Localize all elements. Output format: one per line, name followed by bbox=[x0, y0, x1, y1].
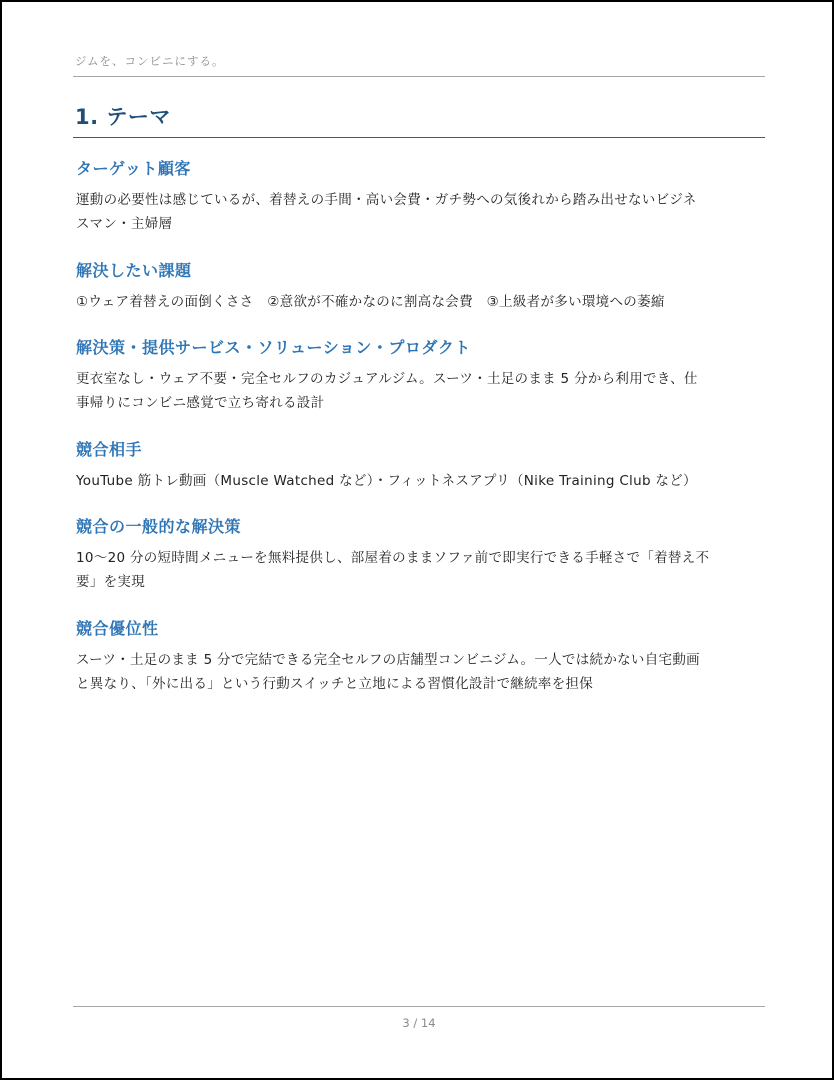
body-line: 10〜20 分の短時間メニューを無料提供し、部屋着のままソファ前で即実行できる手軽さで「着替え不 bbox=[76, 550, 710, 566]
body-line: 事帰りにコンビニ感覚で立ち寄れる設計 bbox=[76, 395, 325, 411]
section-competitor-solution bbox=[76, 516, 766, 594]
page-title: 1. テーマ bbox=[75, 105, 171, 129]
page-number: 3 / 14 bbox=[402, 1016, 436, 1030]
section-competitors bbox=[76, 439, 766, 493]
section-heading: ターゲット顧客 bbox=[76, 159, 191, 178]
section-body bbox=[76, 648, 766, 696]
section-body bbox=[76, 188, 766, 236]
section-heading: 競合優位性 bbox=[76, 619, 159, 638]
body-line: 要」を実現 bbox=[76, 574, 145, 590]
section-body bbox=[76, 546, 766, 594]
body-line: スーツ・土足のまま 5 分で完結できる完全セルフの店舗型コンビニジム。一人では続かない自宅動画 bbox=[76, 652, 700, 668]
running-header: ジムを、コンビニにする。 bbox=[75, 54, 225, 68]
section-body bbox=[76, 367, 766, 415]
section-advantage bbox=[76, 618, 766, 696]
section-target-customer bbox=[76, 158, 766, 236]
section-solution bbox=[76, 337, 766, 415]
section-body bbox=[76, 469, 766, 493]
body-line: YouTube 筋トレ動画（Muscle Watched など）・フィットネスアプリ（Nike Training Club など） bbox=[76, 473, 697, 489]
body-line: スマン・主婦層 bbox=[76, 216, 173, 232]
section-problem bbox=[76, 260, 766, 314]
section-heading: 競合相手 bbox=[76, 440, 143, 459]
title-underline bbox=[73, 137, 765, 138]
section-heading: 解決策・提供サービス・ソリューション・プロダクト bbox=[76, 338, 471, 357]
section-heading: 競合の一般的な解決策 bbox=[76, 517, 242, 536]
body-line: と異なり、「外に出る」という行動スイッチと立地による習慣化設計で継続率を担保 bbox=[76, 676, 594, 692]
footer-divider bbox=[73, 1006, 765, 1007]
header-divider bbox=[73, 76, 765, 77]
body-line: 運動の必要性は感じているが、着替えの手間・高い会費・ガチ勢への気後れから踏み出せないビジネ bbox=[76, 192, 697, 208]
body-line: ①ウェア着替えの面倒くささ ②意欲が不確かなのに割高な会費 ③上級者が多い環境への萎縮 bbox=[76, 294, 665, 310]
section-heading: 解決したい課題 bbox=[76, 261, 192, 280]
section-body bbox=[76, 290, 766, 314]
body-line: 更衣室なし・ウェア不要・完全セルフのカジュアルジム。スーツ・土足のまま 5 分から利用でき、仕 bbox=[76, 371, 698, 387]
